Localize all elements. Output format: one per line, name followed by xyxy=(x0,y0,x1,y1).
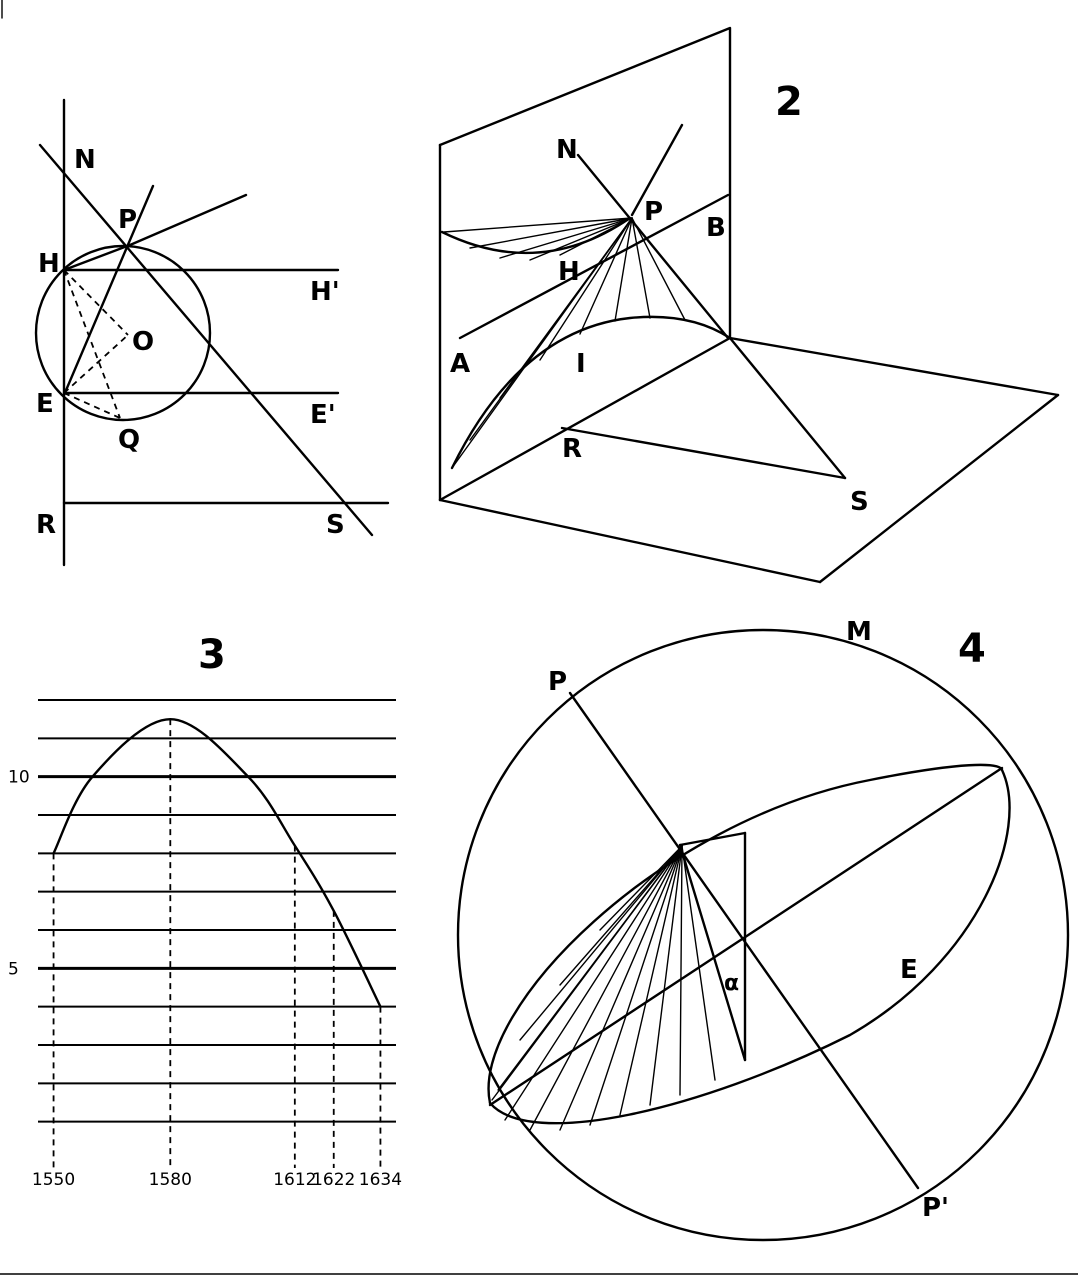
fig3-x-ticks xyxy=(32,1170,402,1190)
fig3-y-tick-label: 10 xyxy=(8,767,30,788)
fig3-x-tick-label: 1550 xyxy=(31,1170,76,1190)
fig4-label-E: E xyxy=(900,955,918,985)
fig2-label-I: I xyxy=(576,349,586,379)
fig2-label-R: R xyxy=(562,434,583,464)
fig1-dashed-H-O xyxy=(64,270,128,335)
fig1-dashed-E-O xyxy=(64,335,128,393)
fig2-number: 2 xyxy=(775,79,803,125)
fig1-line-N-S xyxy=(40,145,372,535)
fig2-label-N: N xyxy=(556,135,578,165)
fig4-number: 4 xyxy=(958,626,986,672)
fig1-label-E: E xyxy=(36,389,54,419)
figure-4 xyxy=(458,617,1068,1240)
fig4-label-P: P xyxy=(548,667,568,697)
fig1-label-H-prime: H' xyxy=(310,277,340,307)
fig1-label-E-prime: E' xyxy=(310,400,336,430)
fig2-horizontal-plane-back xyxy=(730,338,1058,395)
fig2-label-B: B xyxy=(706,213,726,243)
fig4-label-P-prime: P' xyxy=(922,1193,950,1223)
figure-2 xyxy=(440,28,1058,582)
fig2-line-N-P xyxy=(578,155,728,338)
fig2-line-R-S xyxy=(562,428,845,478)
fig1-label-P: P xyxy=(118,205,138,235)
fig4-style-shadow xyxy=(680,845,745,1060)
fig1-label-H: H xyxy=(38,249,60,279)
fig2-label-H: H xyxy=(558,257,580,287)
fig1-line-E-P xyxy=(64,186,153,395)
fig1-label-Q: Q xyxy=(118,425,141,455)
fig3-curve xyxy=(54,719,381,1007)
fig1-label-N: N xyxy=(74,145,96,175)
fig4-label-M: M xyxy=(846,617,872,647)
fig3-number: 3 xyxy=(198,632,226,678)
fig1-ray-P xyxy=(130,195,246,245)
fig2-plane-bottom-edge xyxy=(440,500,820,582)
fig3-x-tick-label: 1580 xyxy=(148,1170,192,1190)
fig3-drop-lines xyxy=(54,719,381,1168)
figure-3 xyxy=(8,632,402,1190)
figure-1 xyxy=(36,100,388,565)
fig2-label-S: S xyxy=(850,487,869,517)
fig1-label-R: R xyxy=(36,510,57,540)
fig1-label-O: O xyxy=(132,327,155,357)
fig3-y-ticks xyxy=(8,768,30,980)
fig1-dashed-H-Q xyxy=(64,270,120,418)
fig1-label-S: S xyxy=(326,510,345,540)
fig4-style-top xyxy=(680,833,745,845)
fig3-x-tick-label: 1634 xyxy=(358,1170,403,1190)
fig3-grid xyxy=(38,700,396,1122)
fig4-label-alpha: α xyxy=(724,971,740,996)
fig4-great-circle xyxy=(458,630,1068,1240)
fig3-y-tick-label: 5 xyxy=(8,959,19,980)
fig2-label-P: P xyxy=(644,197,664,227)
fig4-hour-lines xyxy=(492,846,715,1130)
fig2-line-A-B xyxy=(460,195,728,338)
fig2-line-to-S xyxy=(730,338,845,478)
fig3-x-tick-label: 1622 xyxy=(312,1170,356,1190)
fig2-label-A: A xyxy=(450,349,471,379)
fig3-x-tick-label: 1612 xyxy=(273,1170,317,1190)
fig2-lower-curve xyxy=(452,317,730,468)
